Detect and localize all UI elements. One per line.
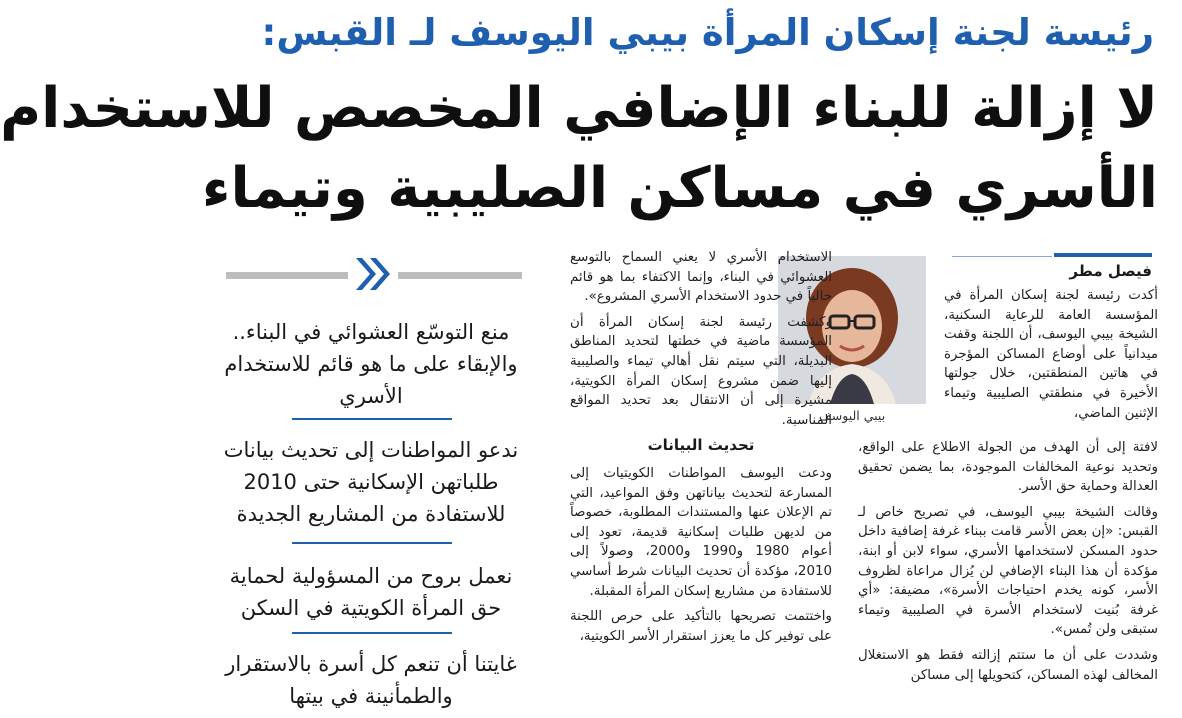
headline-line-1: لا إزالة للبناء الإضافي المخصص للاستخدام (0, 76, 1158, 141)
quote-divider (292, 542, 452, 544)
paragraph: واختتمت تصريحها بالتأكيد على حرص اللجنة على توفير كل ما يعزز استقرار الأسر الكويتية، (570, 609, 832, 644)
paragraph: وكشفت رئيسة لجنة إسكان المرأة أن المؤسسة ماضية في خطتها لتحديد المناطق البديلة، التي سيتم نقل أهالي تيماء والصليبية إليها ضمن مشروع إسكان المرأة الكويتية، مشيرة إلى أن الانتقال بعد تحديد المواقع المناسبة. (570, 314, 832, 428)
pull-quote: ندعو المواطنات إلى تحديث بيانات طلباتهن الإسكانية حتى 2010 للاستفادة من المشاريع الجديدة (223, 438, 519, 526)
body-column-right (944, 286, 1158, 456)
paragraph: وقالت الشيخة بيبي اليوسف، في تصريح خاص لـ القبس: «إن بعض الأسر قامت ببناء غرفة إضافية داخل حدود المسكن لاستخدامها الأسري، سواء لابن أو ابنة، مؤكدة أن هذا البناء الإضافي لن يُزال مراعاة لظروف الأسر، كونه يخدم احتياجات الأسرة»، مضيفة: «أي غرفة بُنيت لاستخدام الأسرة في الصليبية وتيماء ستبقى ولن تُمس». (858, 504, 1158, 638)
quote-divider (292, 632, 452, 634)
byline: فيصل مطر (1069, 262, 1152, 280)
body-column-middle (570, 248, 832, 718)
body-column-right-lower (858, 438, 1158, 718)
byline-rule (1054, 253, 1152, 257)
photo-caption: بيبي اليوسف (818, 408, 886, 423)
pull-quote: منع التوسّع العشوائي في البناء.. والإبقاء على ما هو قائم للاستخدام الأسري (224, 320, 518, 408)
paragraph: وشددت على أن ما ستتم إزالته فقط هو الاستغلال المخالف لهذه المساكن، كتحويلها إلى مساكن (858, 647, 1158, 683)
pull-quote: نعمل بروح من المسؤولية لحماية حق المرأة الكويتية في السكن (229, 564, 513, 620)
subheading: تحديث البيانات (647, 436, 755, 455)
paragraph: الاستخدام الأسري لا يعني السماح بالتوسع العشوائي في البناء، وإنما الاكتفاء بما هو قائم حالياً في حدود الاستخدام الأسري المشروع». (570, 250, 832, 305)
article-kicker: رئيسة لجنة إسكان المرأة بيبي اليوسف لـ القبس: (261, 11, 1154, 54)
paragraph: ودعت اليوسف المواطنات الكويتيات إلى المسارعة لتحديث بياناتهن وفق المواعيد، التي تم الإعلان عنها والمستندات المطلوبة، خصوصاً من لديهن طلبات إسكانية قديمة، تعود إلى أعوام 1980 و1990 و2000، وصولاً إلى 2010، مؤكدة أن تحديث البيانات شرط أساسي للاستفادة من مشاريع إسكان المرأة المقبلة. (570, 465, 833, 599)
headline-line-2: الأسري في مساكن الصليبية وتيماء (201, 156, 1158, 221)
quote-chevrons-icon (348, 252, 398, 296)
pull-quote: غايتنا أن تنعم كل أسرة بالاستقرار والطمأنينة في بيتها (225, 652, 517, 708)
byline-rule-thin (952, 256, 1052, 257)
paragraph: أكدت رئيسة لجنة إسكان المرأة في المؤسسة العامة للرعاية السكنية، الشيخة بيبي اليوسف، أن اللجنة وقفت ميدانياً على أوضاع المساكن المؤجرة في هاتين المنطقتين، خلال جولتها الأخيرة في منطقتي الصليبية وتيماء الإثنين الماضي، (944, 288, 1158, 421)
paragraph: لافتة إلى أن الهدف من الجولة الاطلاع على الواقع، وتحديد نوعية المخالفات الموجودة، بما يضمن تحقيق العدالة وحماية حق الأسر. (858, 440, 1158, 495)
quote-divider (292, 418, 452, 420)
